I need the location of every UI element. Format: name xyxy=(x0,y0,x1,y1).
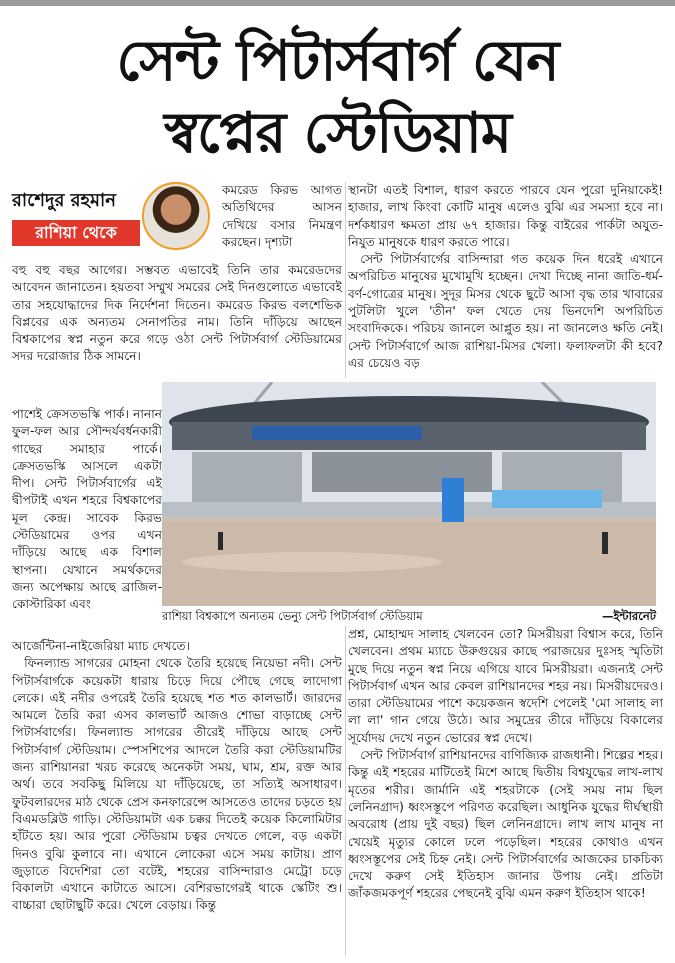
dateline-badge: রাশিয়া থেকে xyxy=(12,220,140,246)
article-column-left-top xyxy=(12,262,342,366)
article-column-left-mid xyxy=(12,406,162,614)
paragraph: পাশেই ক্রেসতভস্কি পার্ক। নানান ফুল-ফল আর সৌন্দর্যবর্ধনকারী গাছের সমাহার পার্কে। ক্রেসতভস্কি আসলে একটা দীপ। সেন্ট পিটার্সবার্গের এই দ্বীপটাই এখন শহরে বিশ্বকাপের মূল কেন্দ্র। সাবেক কিরভ স্টেডিয়ামের ওপর এখন দাঁড়িয়ে আছে এক বিশাল স্থাপনা। যেখানে সমর্থকদের জন্য অপেক্ষায় আছে ব্রাজিল-কোস্টারিকা এবং xyxy=(12,407,162,612)
top-rule xyxy=(0,0,675,6)
article-column-right-top xyxy=(348,182,663,372)
article-column-left-bottom xyxy=(12,638,342,915)
paragraph: আর্জেন্টিনা-নাইজেরিয়া ম্যাচ দেখতে। xyxy=(12,639,191,653)
article-intro xyxy=(222,182,342,251)
article-column-right-bottom xyxy=(348,626,663,903)
paragraph: কমরেড কিরভ আগত অতিথিদের আসন দেখিয়ে বসার নিমন্ত্রণ করছেন। দৃশ্যটা xyxy=(222,183,342,249)
headline-line-2: স্বপ্নের স্টেডিয়াম xyxy=(164,101,511,166)
headline-line-1: সেন্ট পিটার্সবার্গ যেন xyxy=(116,29,559,94)
paragraph: বহু বহু বছর আগের। সম্ভবত এভাবেই তিনি তার কমরেডদের আবেদন জানাতেন। হয়তবা সম্মুখ সমরের সেই দিনগুলোতে এভাবেই তার সহযোদ্ধাদের দিক নির্দেশনা দিতেন। কমরেড কিরভ বলশেভিক বিপ্লবের এক অন্যতম সেনাপতির নাম। তিনি দাঁড়িয়ে আছেন বিশ্বকাপের স্বপ্ন নতুন করে গড়ে ওঠা সেন্ট পিটার্সবার্গ স্টেডিয়ামের সদর দরোজার ঠিক সামনে। xyxy=(12,263,342,364)
paragraph: সেন্ট পিটার্সবার্গ রাশিয়ানদের বাণিজ্যিক রাজধানী। শিল্পের শহর। কিন্তু এই শহরের মাটিতেই মিশে আছে দ্বিতীয় বিশ্বযুদ্ধের লাখ-লাখ মৃতের শরীর। জার্মানি এই শহরটাকে (সেই সময় নাম ছিল লেনিনগ্রাদ) ধ্বংসস্তূপে পরিণত করেছিল। আধুনিক যুদ্ধের দীর্ঘস্থায়ী অবরোধ (প্রায় দুই বছর) ছিল লেনিনগ্রাদে। লাখ লাখ মানুষ না খেয়েই মৃত্যুর কোলে ঢলে পড়েছিল। শহরের কোথাও এখন ধ্বংসস্তূপের সেই চিহ্ন নেই। সেন্ট পিটার্সবার্গের আজকের চাকচিক্য দেখে করুণ সেই ইতিহাস জানার উপায় নেই। প্রতিটা জাঁকজমকপূর্ণ শহরের পেছনেই বুঝি এমন করুণ ইতিহাস থাকে! xyxy=(348,748,663,901)
author-photo xyxy=(142,182,210,250)
stadium-illustration xyxy=(162,382,656,606)
photo-caption-row xyxy=(162,608,656,624)
column-divider xyxy=(345,626,346,956)
stadium-photo xyxy=(162,382,656,606)
paragraph: ফিনল্যান্ড সাগরের মোহনা থেকে তৈরি হয়েছে নিয়েভা নদী। সেন্ট পিটার্সবার্গকে কয়েকটা ধারায় চিড়ে দিয়ে পৌছে গেছে লাদোগা লেকে। এই নদীর ওপরেই তৈরি হয়েছে শত শত কালভার্ট। জারদের আমলে তৈরি করা এসব কালভার্ট আজও শোভা বাড়াচ্ছে সেন্ট পিটার্সবার্গের। ফিনল্যান্ড সাগরের তীরেই দাঁড়িয়ে আছে সেন্ট পিটার্সবার্গ স্টেডিয়াম। স্পেসশিপের আদলে তৈরি করা স্টেডিয়ামটির জন্য রাশিয়ানরা খরচ করেছে অনেকটা সময়, ঘাম, শ্রম, রক্ত আর অর্থ। তবে সবকিছু মিলিয়ে যা দাঁড়িয়েছে, তা সত্যিই অসাধারণ। ফুটবলারদের মাঠ থেকে প্রেস কনফারেন্সে আসতেও তাদের চড়তে হয় বিএমডব্লিউ গাড়ি। স্টেডিয়ামটা এক চক্কর দিতেই কয়েক কিলোমিটার হাঁটতে হয়। আর পুরো স্টেডিয়াম চত্বর দেখতে গেলে, বড় একটা দিনও বুঝি কুলাবে না। এখানে লোকেরা এসে সময় কাটায়। প্রাণ জুড়াতে বিদেশিরা তো বটেই, শহরের বাসিন্দারাও মেট্রো চড়ে বিকালটা এখানে কাটাতে আসে। বেশিরভাগেরই থাকে স্কেটিং শু। বাচ্চারা ছোটাছুটি করে। খেলে বেড়ায়। কিন্তু xyxy=(12,656,342,913)
photo-credit: —ইন্টারনেট xyxy=(602,609,656,623)
column-divider xyxy=(345,182,346,378)
author-name: রাশেদুর রহমান xyxy=(12,190,116,211)
paragraph: সেন্ট পিটার্সবার্গের বাসিন্দারা গত কয়েক দিন ধরেই এখানে অপরিচিত মানুষের মুখোমুখি হচ্ছেন। দেখা দিচ্ছে নানা জাতি-ধর্ম-বর্ণ-গোত্রের মানুষ। সুদূর মিসর থেকে ছুটে আসা বৃদ্ধ তার খাবারের পুটলিটা খুলে 'তীন' ফল খেতে দেয় ভিনদেশি অপরিচিত সংবাদিককে। পরিচয় জানলে আপ্লুত হয়। না জানলেও ক্ষতি নেই। সেন্ট পিটার্সবার্গে আজ রাশিয়া-মিসর খেলা। ফলাফলটা কী হবে? এর চেয়েও বড় xyxy=(348,252,663,370)
paragraph: প্রশ্ন, মোহাম্মদ সালাহ খেলবেন তো? মিসরীয়রা বিশ্বাস করে, তিনি খেলবেন। প্রথম ম্যাচে উরুগুয়ের কাছে পরাজয়ের দুঃসহ স্মৃতিটা মুছে দিয়ে নতুন স্বপ্ন নিয়ে এগিয়ে যাবে মিসরীয়রা। এজন্যই সেন্ট পিটার্সবার্গ এখন আর কেবল রাশিয়ানদের শহর নয়। মিসরীয়দেরও। তারা স্টেডিয়ামের পাশে কয়েকজন স্বদেশি পেলেই 'মো সালাহ লা লা লা' গান গেয়ে উঠে। আর সমুদ্রের তীরে দাঁড়িয়ে বিকালের সূর্যোদয় দেখে নতুন ভোরের স্বপ্ন দেখে। xyxy=(348,627,663,745)
photo-caption: রাশিয়া বিশ্বকাপে অন্যতম ভেন্যু সেন্ট পিটার্সবার্গ স্টেডিয়াম xyxy=(162,609,423,623)
paragraph: স্থানটা এতই বিশাল, ধারণ করতে পারবে যেন পুরো দুনিয়াকেই! হাজার, লাখ কিংবা কোটি মানুষ এলেও বুঝি এর সমস্যা হবে না। দর্শকধারণ ক্ষমতা প্রায় ৬৭ হাজার। কিন্তু বাইরের পার্কটা অযুত-নিযুত মানুষকে ধারণ করতে পারে। xyxy=(348,183,663,249)
